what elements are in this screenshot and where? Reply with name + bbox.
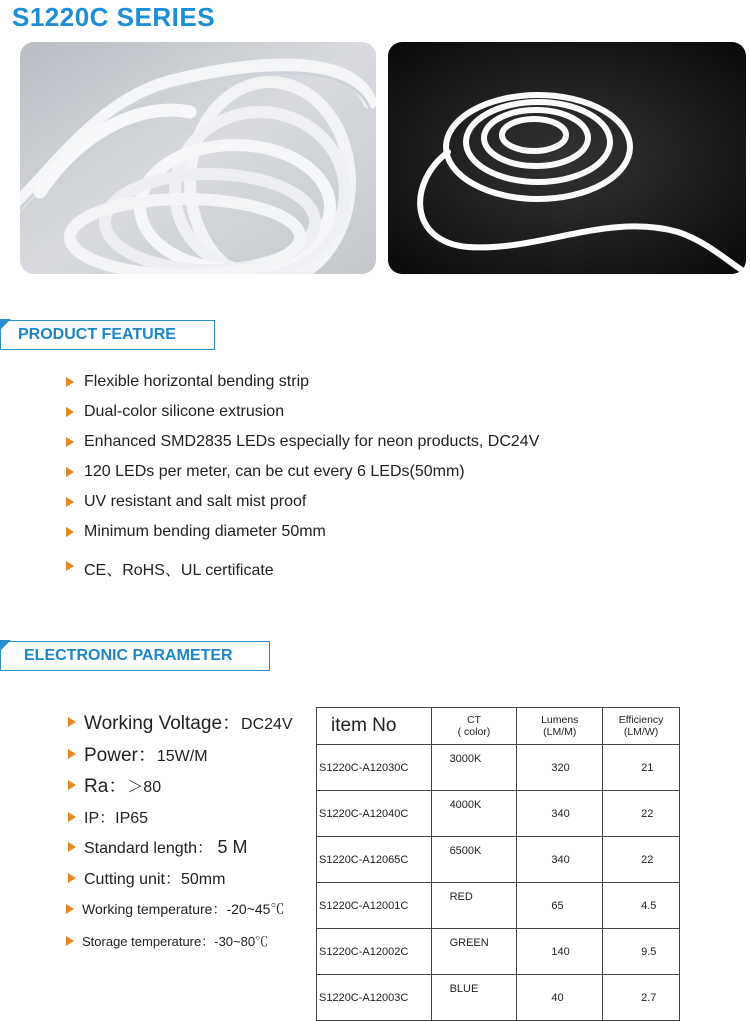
cell-lumens: 40: [517, 975, 603, 1021]
page-title: S1220C SERIES: [12, 2, 216, 32]
table-header-row: [317, 708, 680, 745]
cell-ct: 4000K: [431, 791, 517, 837]
bullet-arrow-icon: [66, 407, 74, 417]
table-row: [317, 929, 680, 975]
cell-efficiency: 21: [603, 745, 680, 791]
cell-model: S1220C-A12002C: [317, 929, 432, 975]
list-item: 120 LEDs per meter, can be cut every 6 LEDs(50mm): [66, 463, 539, 493]
lit-neon-strip-coil-dark-background-photo: [388, 42, 746, 274]
cell-ct: 6500K: [431, 837, 517, 883]
param-power: Power：15W/M: [68, 740, 208, 767]
bullet-arrow-icon: [68, 749, 76, 759]
product-feature-header: [0, 320, 215, 348]
cell-efficiency: 9.5: [603, 929, 680, 975]
bullet-arrow-icon: [68, 780, 76, 790]
feature-list: [66, 373, 539, 587]
cell-lumens: 340: [517, 791, 603, 837]
param-ip: IP：IP65: [68, 805, 148, 828]
list-item: Enhanced SMD2835 LEDs especially for neon products, DC24V: [66, 433, 539, 463]
list-item: Flexible horizontal bending strip: [66, 373, 539, 403]
cell-efficiency: 2.7: [603, 975, 680, 1021]
table-row: [317, 975, 680, 1021]
cell-model: S1220C-A12040C: [317, 791, 432, 837]
cell-lumens: 320: [517, 745, 603, 791]
param-storage-temperature: Storage temperature：-30~80℃: [66, 931, 268, 951]
bullet-arrow-icon: [66, 527, 74, 537]
cell-lumens: 140: [517, 929, 603, 975]
table-row: [317, 791, 680, 837]
product-feature-heading: PRODUCT FEATURE: [18, 326, 176, 343]
header-item-no: item No: [317, 708, 432, 745]
cell-model: S1220C-A12065C: [317, 837, 432, 883]
cell-efficiency: 22: [603, 837, 680, 883]
bullet-arrow-icon: [66, 377, 74, 387]
list-item: Minimum bending diameter 50mm: [66, 523, 539, 553]
electronic-parameter-heading: ELECTRONIC PARAMETER: [24, 647, 233, 664]
table-row: [317, 745, 680, 791]
cell-efficiency: 4.5: [603, 883, 680, 929]
electronic-parameter-header: [0, 641, 270, 669]
list-item: Dual-color silicone extrusion: [66, 403, 539, 433]
bullet-arrow-icon: [66, 497, 74, 507]
bullet-arrow-icon: [66, 561, 74, 571]
param-working-temperature: Working temperature：-20~45℃: [66, 899, 284, 919]
header-efficiency: Efficiency (LM/W): [603, 708, 680, 745]
white-neon-strip-coils-photo: [20, 42, 376, 274]
param-ra: Ra：＞80: [68, 771, 161, 798]
param-standard-length: Standard length： 5 M: [68, 835, 247, 858]
cell-ct: 3000K: [431, 745, 517, 791]
bullet-arrow-icon: [66, 904, 74, 914]
bullet-arrow-icon: [66, 936, 74, 946]
cell-lumens: 340: [517, 837, 603, 883]
table-row: [317, 883, 680, 929]
header-lumens: Lumens (LM/M): [517, 708, 603, 745]
cell-model: S1220C-A12003C: [317, 975, 432, 1021]
bullet-arrow-icon: [68, 717, 76, 727]
bullet-arrow-icon: [66, 437, 74, 447]
cell-ct: RED: [431, 883, 517, 929]
param-cutting-unit: Cutting unit：50mm: [68, 866, 225, 889]
bullet-arrow-icon: [68, 842, 76, 852]
list-item: CE、RoHS、UL certificate: [66, 557, 539, 587]
cell-model: S1220C-A12030C: [317, 745, 432, 791]
list-item: UV resistant and salt mist proof: [66, 493, 539, 523]
bullet-arrow-icon: [68, 873, 76, 883]
table-row: [317, 837, 680, 883]
cell-ct: BLUE: [431, 975, 517, 1021]
bullet-arrow-icon: [66, 467, 74, 477]
cell-lumens: 65: [517, 883, 603, 929]
cell-ct: GREEN: [431, 929, 517, 975]
cell-model: S1220C-A12001C: [317, 883, 432, 929]
param-working-voltage: Working Voltage：DC24V: [68, 708, 293, 735]
header-ct: CT ( color): [431, 708, 517, 745]
bullet-arrow-icon: [68, 812, 76, 822]
cell-efficiency: 22: [603, 791, 680, 837]
